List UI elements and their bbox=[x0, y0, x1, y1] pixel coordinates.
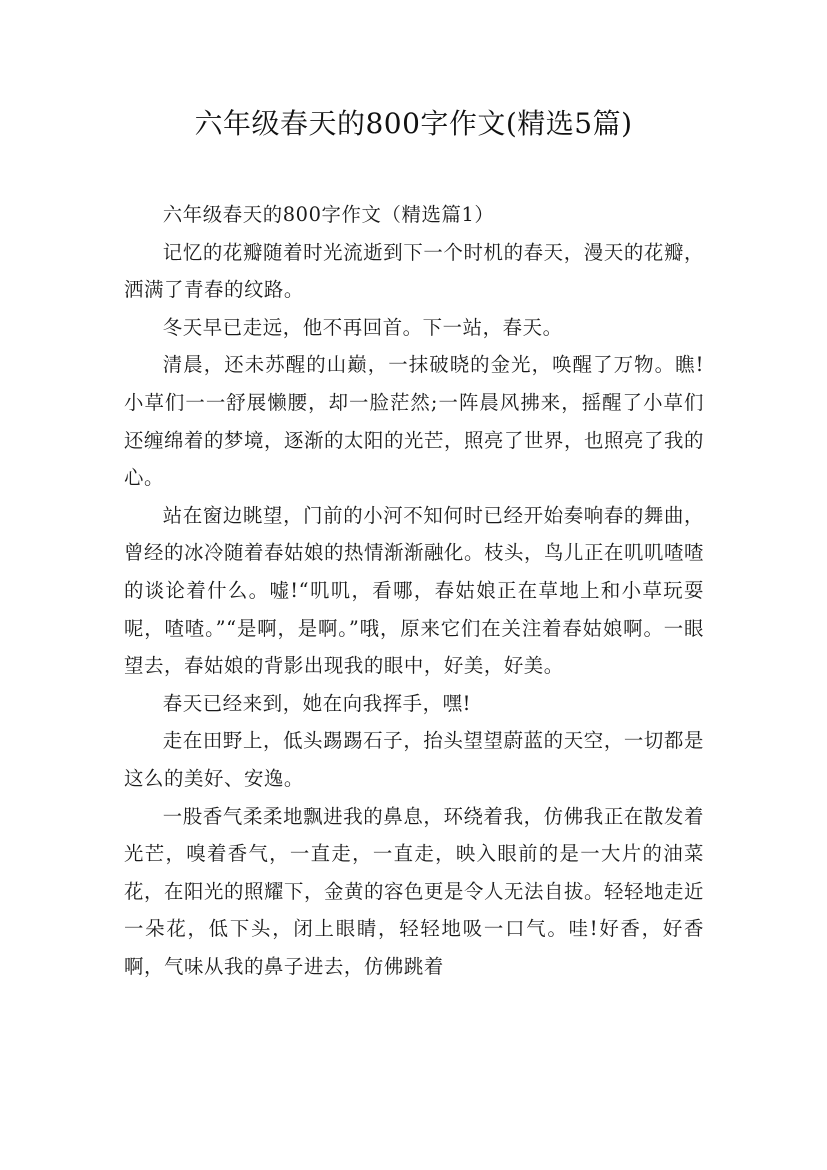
document-title: 六年级春天的800字作文(精选5篇) bbox=[194, 107, 633, 140]
paragraph: 走在田野上，低头踢踢石子，抬头望望蔚蓝的天空，一切都是这么的美好、安逸。 bbox=[124, 729, 704, 790]
section-heading: 六年级春天的800字作文（精选篇1） bbox=[162, 203, 495, 226]
paragraph: 春天已经来到，她在向我挥手，嘿! bbox=[162, 691, 472, 715]
paragraph: 记忆的花瓣随着时光流逝到下一个时机的春天，漫天的花瓣，洒满了青春的纹路。 bbox=[124, 240, 704, 302]
paragraph: 站在窗边眺望，门前的小河不知何时已经开始奏响春的舞曲，曾经的冰冷随着春姑娘的热情渐渐融化。枝头，鸟儿正在叽叽喳喳的谈论着什么。嘘!“叽叽，看哪，春姑娘正在草地上和小草玩耍呢，喳喳。”“是啊，是啊。”哦，原来它们在关注着春姑娘啊。一眼望去，春姑娘的背影出现我的眼中，好美，好美。 bbox=[124, 503, 704, 678]
paragraph: 一股香气柔柔地飘进我的鼻息，环绕着我，仿佛我正在散发着光芒，嗅着香气，一直走，一直走，映入眼前的是一大片的油菜花，在阳光的照耀下，金黄的容色更是令人无法自拔。轻轻地走近一朵花，低下头，闭上眼睛，轻轻地吸一口气。哇!好香，好香啊，气味从我的鼻子进去，仿佛跳着 bbox=[124, 804, 704, 978]
document-body bbox=[124, 196, 704, 985]
paragraph: 冬天早已走远，他不再回首。下一站，春天。 bbox=[162, 315, 563, 339]
paragraph: 清晨，还未苏醒的山巅，一抹破晓的金光，唤醒了万物。瞧!小草们一一舒展懒腰，却一脸茫然;一阵晨风拂来，摇醒了小草们还缠绵着的梦境，逐渐的太阳的光芒，照亮了世界，也照亮了我的心。 bbox=[124, 353, 704, 490]
